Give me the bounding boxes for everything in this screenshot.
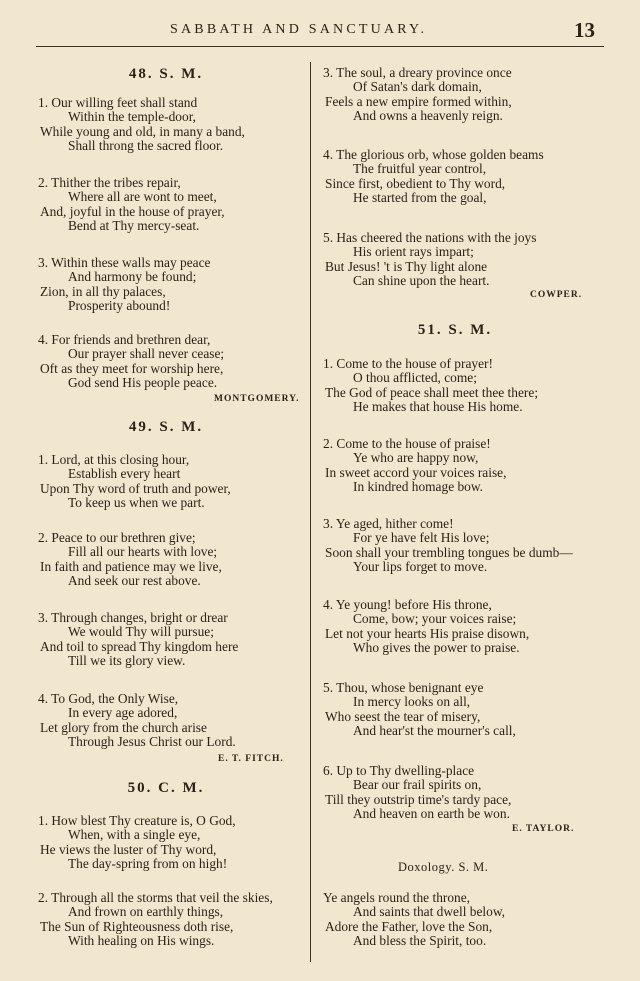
verse-line: Who seest the tear of misery, bbox=[325, 708, 481, 724]
verse-line: In kindred homage bow. bbox=[353, 478, 484, 494]
verse-line: 1. Lord, at this closing hour, bbox=[38, 452, 190, 467]
verse-line: Since first, obedient to Thy word, bbox=[325, 175, 506, 191]
hymn-49-verse bbox=[38, 453, 231, 510]
verse-line: And heaven on earth be won. bbox=[353, 805, 510, 821]
hymn-51-verse bbox=[323, 598, 529, 655]
verse-line: To keep us when we part. bbox=[68, 494, 205, 510]
verse-line: Of Satan's dark domain, bbox=[353, 79, 482, 95]
verse-line: Within the temple-door, bbox=[68, 109, 196, 125]
hymn-51-verse bbox=[323, 764, 511, 821]
verse-line: 4. Ye young! before His throne, bbox=[323, 597, 492, 612]
hymn-51-verse bbox=[323, 681, 516, 738]
verse-line: Ye who are happy now, bbox=[353, 450, 479, 466]
hymn-49-verse bbox=[38, 531, 222, 588]
verse-line: Where all are wont to meet, bbox=[68, 189, 217, 205]
verse-line: For ye have felt His love; bbox=[353, 530, 490, 546]
hymn-49-verse bbox=[38, 692, 236, 749]
verse-line: O thou afflicted, come; bbox=[353, 370, 477, 386]
hymn-50-title: 50. C. M. bbox=[127, 780, 205, 796]
verse-line: Bear our frail spirits on, bbox=[353, 777, 482, 793]
hymn-49-author: E. T. FITCH. bbox=[218, 754, 284, 764]
verse-line: While young and old, in many a band, bbox=[40, 123, 245, 139]
verse-line: 2. Come to the house of praise! bbox=[323, 436, 491, 451]
verse-line: 1. Our willing feet shall stand bbox=[38, 95, 198, 110]
verse-line: 2. Thither the tribes repair, bbox=[38, 175, 181, 190]
verse-line: Zion, in all thy palaces, bbox=[40, 283, 166, 299]
verse-line: He views the luster of Thy word, bbox=[40, 841, 217, 857]
hymn-50-verse bbox=[323, 231, 536, 288]
verse-line: 2. Through all the storms that veil the skies, bbox=[38, 890, 273, 905]
doxology-verse bbox=[323, 891, 505, 948]
hymn-51-author: E. TAYLOR. bbox=[512, 824, 575, 834]
hymn-48-title: 48. S. M. bbox=[128, 66, 204, 82]
verse-line: When, with a single eye, bbox=[68, 827, 201, 843]
verse-line: Through Jesus Christ our Lord. bbox=[68, 733, 236, 749]
verse-line: Bend at Thy mercy-seat. bbox=[68, 217, 200, 233]
verse-line: And toil to spread Thy kingdom here bbox=[40, 638, 239, 654]
verse-line: 5. Has cheered the nations with the joys bbox=[323, 230, 537, 245]
verse-line: And saints that dwell below, bbox=[353, 904, 505, 920]
verse-line: 5. Thou, whose benignant eye bbox=[323, 680, 484, 695]
verse-line: He started from the goal, bbox=[353, 189, 487, 205]
hymn-50-author: COWPER. bbox=[530, 290, 583, 300]
header-rule bbox=[36, 46, 604, 47]
verse-line: 4. For friends and brethren dear, bbox=[38, 332, 211, 347]
verse-line: With healing on His wings. bbox=[68, 932, 215, 948]
verse-line: Fill all our hearts with love; bbox=[68, 544, 218, 560]
hymn-48-author: MONTGOMERY. bbox=[214, 394, 300, 404]
hymn-48-verse bbox=[38, 256, 211, 313]
hymn-50-verse bbox=[38, 891, 273, 948]
doxology-title: Doxology. S. M. bbox=[398, 860, 489, 874]
verse-line: Our prayer shall never cease; bbox=[68, 346, 225, 362]
verse-line: The God of peace shall meet thee there; bbox=[325, 384, 539, 400]
hymn-48-verse bbox=[38, 333, 224, 390]
verse-line: But Jesus! 't is Thy light alone bbox=[325, 258, 488, 274]
verse-line: Establish every heart bbox=[68, 466, 181, 482]
hymn-51-verse bbox=[323, 517, 573, 574]
hymn-51-title: 51. S. M. bbox=[417, 322, 493, 338]
verse-line: In faith and patience may we live, bbox=[40, 558, 222, 574]
verse-line: His orient rays impart; bbox=[353, 244, 474, 260]
hymn-48-verse bbox=[38, 176, 225, 233]
hymn-48-verse bbox=[38, 96, 245, 153]
verse-line: 6. Up to Thy dwelling-place bbox=[323, 763, 475, 778]
verse-line: Till we its glory view. bbox=[68, 652, 186, 668]
verse-line: Prosperity abound! bbox=[68, 297, 171, 313]
hymn-50-verse bbox=[38, 814, 236, 871]
verse-line: And hear'st the mourner's call, bbox=[353, 722, 516, 738]
verse-line: 4. The glorious orb, whose golden beams bbox=[323, 147, 544, 162]
verse-line: And seek our rest above. bbox=[68, 572, 201, 588]
verse-line: And frown on earthly things, bbox=[68, 904, 224, 920]
verse-line: Ye angels round the throne, bbox=[323, 890, 471, 905]
page-number: 13 bbox=[574, 18, 595, 42]
verse-line: And owns a heavenly reign. bbox=[353, 107, 503, 123]
hymn-49-verse bbox=[38, 611, 238, 668]
verse-line: Adore the Father, love the Son, bbox=[325, 918, 493, 934]
verse-line: 1. Come to the house of prayer! bbox=[323, 356, 493, 371]
verse-line: Oft as they meet for worship here, bbox=[40, 360, 224, 376]
verse-line: Feels a new empire formed within, bbox=[325, 93, 512, 109]
verse-line: The fruitful year control, bbox=[353, 161, 487, 177]
verse-line: Your lips forget to move. bbox=[353, 558, 488, 574]
verse-line: Shall throng the sacred floor. bbox=[68, 137, 224, 153]
verse-line: Soon shall your trembling tongues be dumb— bbox=[325, 544, 573, 560]
verse-line: And, joyful in the house of prayer, bbox=[40, 203, 225, 219]
verse-line: In mercy looks on all, bbox=[353, 694, 471, 710]
hymn-50-verse bbox=[323, 148, 544, 205]
column-divider bbox=[310, 62, 311, 962]
verse-line: God send His people peace. bbox=[68, 374, 218, 390]
verse-line: Who gives the power to praise. bbox=[353, 639, 520, 655]
verse-line: 3. Ye aged, hither come! bbox=[323, 516, 454, 531]
verse-line: Let glory from the church arise bbox=[40, 719, 207, 735]
verse-line: And bless the Spirit, too. bbox=[353, 932, 487, 948]
verse-line: 1. How blest Thy creature is, O God, bbox=[38, 813, 236, 828]
verse-line: And harmony be found; bbox=[68, 269, 197, 285]
verse-line: Come, bow; your voices raise; bbox=[353, 611, 517, 627]
running-head: SABBATH AND SANCTUARY. bbox=[170, 22, 428, 37]
verse-line: In sweet accord your voices raise, bbox=[325, 464, 507, 480]
verse-line: Till they outstrip time's tardy pace, bbox=[325, 791, 512, 807]
verse-line: We would Thy will pursue; bbox=[68, 624, 214, 640]
verse-line: In every age adored, bbox=[68, 705, 178, 721]
verse-line: 4. To God, the Only Wise, bbox=[38, 691, 179, 706]
verse-line: He makes that house His home. bbox=[353, 398, 523, 414]
hymn-50-verse bbox=[323, 66, 512, 123]
hymn-49-title: 49. S. M. bbox=[128, 419, 204, 435]
verse-line: 3. The soul, a dreary province once bbox=[323, 65, 512, 80]
verse-line: Can shine upon the heart. bbox=[353, 272, 490, 288]
verse-line: Let not your hearts His praise disown, bbox=[325, 625, 530, 641]
hymn-51-verse bbox=[323, 437, 506, 494]
verse-line: 2. Peace to our brethren give; bbox=[38, 530, 196, 545]
verse-line: 3. Through changes, bright or drear bbox=[38, 610, 228, 625]
verse-line: 3. Within these walls may peace bbox=[38, 255, 211, 270]
hymn-51-verse bbox=[323, 357, 538, 414]
verse-line: The Sun of Righteousness doth rise, bbox=[40, 918, 234, 934]
verse-line: Upon Thy word of truth and power, bbox=[40, 480, 231, 496]
verse-line: The day-spring from on high! bbox=[68, 855, 228, 871]
